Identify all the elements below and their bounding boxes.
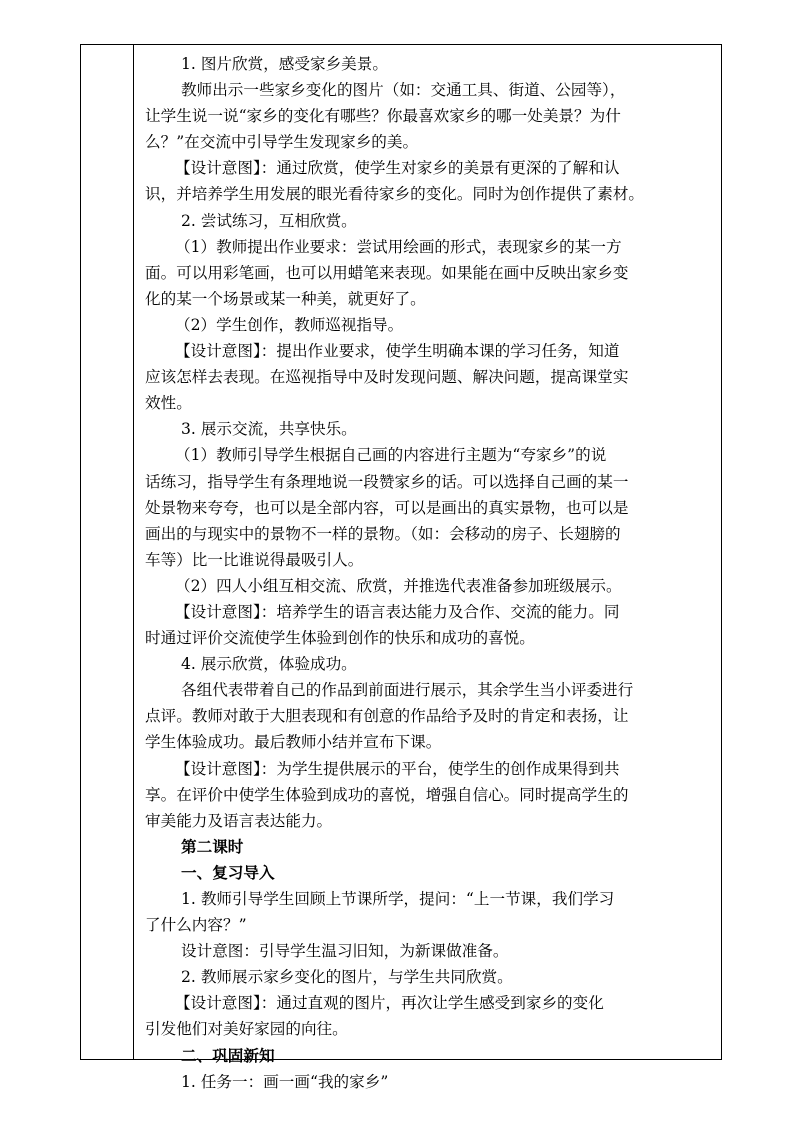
text-line: 2. 尝试练习，互相欣赏。 <box>181 211 357 230</box>
text-line: 时通过评价交流使学生体验到创作的快乐和成功的喜悦。 <box>145 629 535 648</box>
text-line: 1. 任务一：画一画“我的家乡” <box>181 1072 389 1091</box>
lesson-table <box>80 44 722 1091</box>
text-line: 让学生说一说“家乡的变化有哪些？你最喜欢家乡的哪一处美景？为什 <box>145 107 621 126</box>
text-line: 第二课时 <box>181 836 244 856</box>
content-cell <box>135 45 719 1091</box>
text-line: 化的某一个场景或某一种美，就更好了。 <box>145 289 426 308</box>
text-line: 了什么内容？” <box>145 916 247 935</box>
text-line: 各组代表带着自己的作品到前面进行展示，其余学生当小评委进行 <box>181 681 634 700</box>
text-line: （2）四人小组互相交流、欣赏，并推选代表准备参加班级展示。 <box>175 576 622 595</box>
text-line: 【设计意图】：通过欣赏，使学生对家乡的美景有更深的了解和认 <box>175 159 620 178</box>
text-line: （2）学生创作，教师巡视指导。 <box>175 315 404 334</box>
text-line: 4. 展示欣赏，体验成功。 <box>181 655 357 674</box>
text-line: 1. 教师引导学生回顾上节课所学，提问：“上一节课，我们学习 <box>181 890 615 908</box>
text-line: 教师出示一些家乡变化的图片（如：交通工具、街道、公园等）， <box>181 81 626 100</box>
text-line: 【设计意图】：为学生提供展示的平台，使学生的创作成果得到共 <box>175 759 620 778</box>
text-line: 应该怎样去表现。在巡视指导中及时发现问题、解决问题，提高课堂实 <box>145 368 629 387</box>
text-line: 【设计意图】：提出作业要求，使学生明确本课的学习任务，知道 <box>175 342 620 361</box>
text-line: 审美能力及语言表达能力。 <box>145 811 333 830</box>
text-line: 引发他们对美好家园的向往。 <box>145 1020 348 1039</box>
text-line: 识，并培养学生用发展的眼光看待家乡的变化。同时为创作提供了素材。 <box>145 185 645 204</box>
text-line: 【设计意图】：通过直观的图片，再次让学生感受到家乡的变化 <box>175 994 604 1013</box>
text-line: 2. 教师展示家乡变化的图片，与学生共同欣赏。 <box>181 968 513 987</box>
text-line: 3. 展示交流，共享快乐。 <box>181 420 357 439</box>
left-column-cell <box>81 45 134 1059</box>
text-line: 效性。 <box>145 394 192 413</box>
text-line: 设计意图：引导学生温习旧知，为新课做准备。 <box>181 942 509 961</box>
text-line: 么？”在交流中引导学生发现家乡的美。 <box>145 133 419 152</box>
text-line: 【设计意图】：培养学生的语言表达能力及合作、交流的能力。同 <box>175 602 620 621</box>
text-line: （1）教师引导学生根据自己画的内容进行主题为“夸家乡”的说 <box>175 446 607 465</box>
text-line: 一、复习导入 <box>181 862 275 882</box>
text-line: 学生体验成功。最后教师小结并宣布下课。 <box>145 733 442 752</box>
text-line: 面。可以用彩笔画，也可以用蜡笔来表现。如果能在画中反映出家乡变 <box>145 263 629 282</box>
text-line: 享。在评价中使学生体验到成功的喜悦，增强自信心。同时提高学生的 <box>145 785 629 804</box>
text-line: 画出的与现实中的景物不一样的景物。（如：会移动的房子、长翅膀的 <box>145 524 621 543</box>
text-line: 处景物来夸夸，也可以是全部内容，可以是画出的真实景物，也可以是 <box>145 498 629 517</box>
text-line: （1）教师提出作业要求：尝试用绘画的形式，表现家乡的某一方 <box>175 237 622 256</box>
text-line: 1. 图片欣赏，感受家乡美景。 <box>181 55 388 73</box>
text-line: 二、巩固新知 <box>181 1045 275 1065</box>
text-line: 话练习，指导学生有条理地说一段赞家乡的话。可以选择自己画的某一 <box>145 472 629 491</box>
text-line: 车等）比一比谁说得最吸引人。 <box>145 550 364 569</box>
text-line: 点评。教师对敢于大胆表现和有创意的作品给予及时的肯定和表扬，让 <box>145 707 629 726</box>
